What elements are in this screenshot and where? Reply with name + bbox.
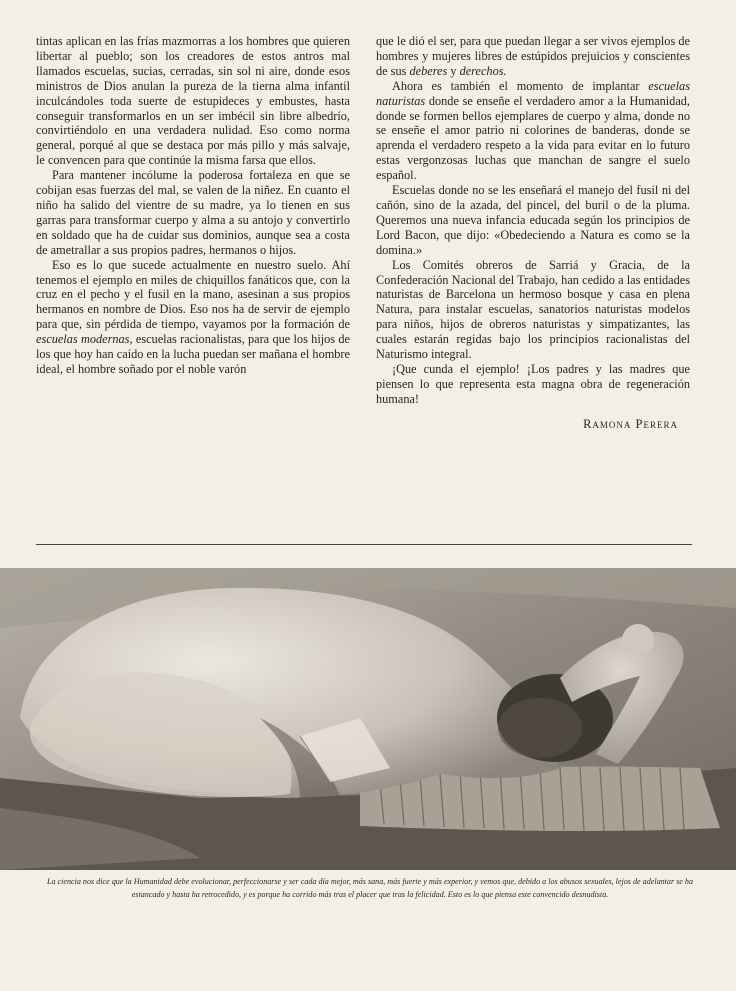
paragraph-text: Eso es lo que sucede actualmente en nuestro suelo. Ahí tenemos el ejemplo en miles de chiquillos fanáticos que, con la cruz en el pecho y el fusil en la mano, asesinan a sus propios hermanos en nombre de Dios. Eso nos ha de servir de ejemplo para que, sin pérdida de tiempo, vayamos por la formación de — [36, 257, 350, 332]
divider-rule — [36, 544, 692, 545]
paragraph — [376, 34, 690, 79]
paragraph: ¡Que cunda el ejemplo! ¡Los padres y las madres que piensen lo que representa esta magna obra de regeneración humana! — [376, 361, 690, 406]
italic-word: derechos. — [459, 63, 507, 78]
photograph — [0, 568, 736, 870]
article-columns — [36, 34, 690, 534]
right-column — [376, 34, 690, 534]
italic-phrase: escuelas modernas, — [36, 332, 133, 347]
paragraph: Los Comités obreros de Sarriá y Gracia, de la Confederación Nacional del Trabajo, han cedido a las entidades naturistas de Barcelona un hermoso bosque y casa en plena Natura, para instalar escuelas, sanatorios naturistas modelos para niños, hijos de obreros naturistas y simpatizantes, las cuales estarán regidas bajo los principios racionalistas del Naturismo integral. — [376, 257, 690, 362]
italic-word: deberes — [409, 63, 448, 78]
paragraph-text: Ahora es también el momento de implantar — [392, 78, 640, 93]
paragraph-text: y — [447, 63, 460, 78]
paragraph-text: que le dió el ser, para que puedan llegar a ser vivos ejemplos de hombres y mujeres libres de estúpidos prejuicios y conscientes de sus — [376, 34, 690, 78]
photograph-image — [0, 568, 736, 870]
paragraph-text: escuelas racionalistas, para que los hijos de los que hoy han caído en la lucha puedan ser mañana el hombre ideal, el hombre soñado por el noble varón — [36, 332, 350, 376]
paragraph — [36, 258, 350, 377]
paragraph: Para mantener incólume la poderosa fortaleza en que se cobijan esas fuerzas del mal, se valen de la niñez. En cuanto el niño ha salido del vientre de su madre, ya lo tienen en sus garras para transformar cuerpo y alma a su antojo y convertirlo en soldado que ha de cuidar sus dominios, aunque sea a costa de ametrallar a sus propios padres, hermanos o hijos. — [36, 168, 350, 257]
paragraph: tintas aplican en las frías mazmorras a los hombres que quieren libertar al pueblo; son los creadores de estos antros mal llamados escuelas, sucias, cerradas, sin sol ni aire, donde esos ministros de Dios anulan la pureza de la tierna alma infantil inculcándoles toda suerte de estupideces y embustes, hasta conseguir transformarlos en un ser imbécil sin libre albedrío, convirtiéndolo en una verdadera nulidad. Eso como norma general, porqué al que se destaca por más pillo y más salvaje, le convencen para que continúe la misma farsa que ellos. — [36, 34, 350, 168]
paragraph — [376, 79, 690, 183]
paragraph: Escuelas donde no se les enseñará el manejo del fusil ni del cañón, sino de la azada, del pincel, del buril o de la pluma. Queremos una nueva infancia educada según los principios de Lord Bacon, que dijo: «Obedeciendo a Natura es como se la domina.» — [376, 183, 690, 257]
author-signature: Ramona Perera — [583, 416, 678, 431]
paragraph-text: donde se enseñe el verdadero amor a la Humanidad, donde se formen bellos ejemplares de cuerpo y alma, donde no se enseñe el amor patrio ni colorines de banderas, donde se aprenda el verdadero respeto a la vida para evitar en lo futuro estas vergonzosas luchas que manchan de sangre el suelo español. — [376, 93, 690, 183]
photo-caption: La ciencia nos dice que la Humanidad debe evolucionar, perfeccionarse y ser cada día mejor, más sana, más fuerte y más experior, y vemos que, debido a los abusos sexuales, lejos de adelantar se ha estancado y hasta ha retrocedido, y es porque ha corrido más tras el placer que tras la felicidad. Esto es lo que piensa este convencido desnudista. — [46, 877, 694, 899]
italic-phrase: escuelas naturistas — [376, 78, 690, 108]
left-column — [36, 34, 350, 534]
